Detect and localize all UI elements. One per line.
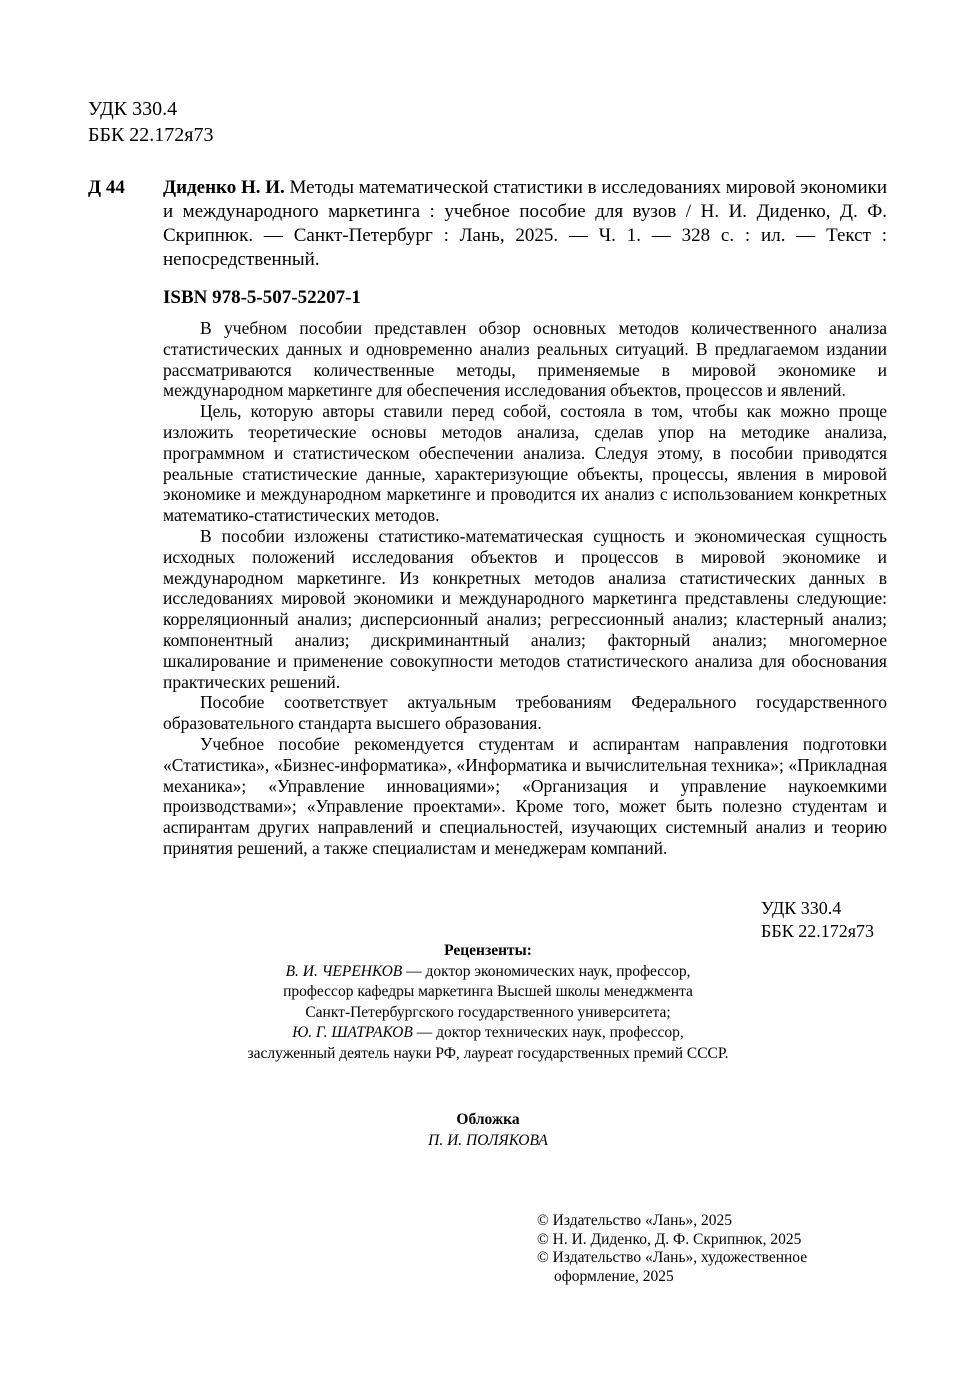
copyright-line: © Н. И. Диденко, Д. Ф. Скрипнюк, 2025 (537, 1230, 802, 1248)
author-cipher: Д 44 (88, 177, 125, 198)
copyright-block (537, 1212, 807, 1286)
cover-designer-name: П. И. ПОЛЯКОВА (428, 1131, 548, 1149)
classification-codes (88, 96, 214, 148)
bibliographic-record (163, 176, 887, 272)
isbn: ISBN 978-5-507-52207-1 (163, 287, 361, 308)
reviewer-2-name: Ю. Г. ШАТРАКОВ (292, 1024, 413, 1042)
abstract-paragraph: Цель, которую авторы ставили перед собой, состояла в том, чтобы как можно проще изложить теоретические основы методов анализа, сделав упор на методике анализа, программном и статистическом обеспечении анализа. Следуя этому, в пособии приводятся реальные статистические данные, характеризующие объекты, процессы, явления в мировой экономике и международном маркетинге и проводится их анализ с использованием конкретных математико-статистических методов. (163, 401, 887, 526)
cover-heading: Обложка (456, 1111, 520, 1128)
reviewer-1-position: профессор кафедры маркетинга Высшей школы менеджмента (283, 983, 693, 1001)
udk-code: УДК 330.4 (88, 98, 178, 120)
abstract-paragraph: В пособии изложены статистико-математическая сущность и экономическая сущность исходных положений исследования объектов и процессов в мировой экономике и международном маркетинге. Из конкретных методов анализа статистических данных в исследованиях мировой экономики и международного маркетинга представлены следующие: корреляционный анализ; дисперсионный анализ; регрессионный анализ; кластерный анализ; компонентный анализ; дискриминантный анализ; факторный анализ; многомерное шкалирование и применение совокупности методов статистического анализа для обоснования практических решений. (163, 525, 887, 692)
abstract-paragraph: Пособие соответствует актуальным требованиям Федерального государственного образовательного стандарта высшего образования. (163, 692, 887, 734)
reviewers-block (0, 941, 976, 1065)
bbk-code: ББК 22.172я73 (88, 124, 214, 146)
reviewer-1-credentials: — доктор экономических наук, профессор, (402, 962, 691, 980)
udk-code: УДК 330.4 (761, 898, 842, 918)
abstract (163, 318, 887, 859)
reviewers-heading: Рецензенты: (444, 942, 532, 959)
reviewer-1-name: В. И. ЧЕРЕНКОВ (285, 962, 403, 980)
abstract-paragraph: В учебном пособии представлен обзор основных методов количественного анализа статистических данных и одновременно анализ реальных ситуаций. В предлагаемом издании рассматриваются количественные методы, применяемые в мировой экономике и международном маркетинге для обеспечения исследования объектов, процессов и явлений. (163, 318, 887, 401)
author-name: Диденко Н. И. (163, 177, 285, 198)
reviewer-2 (0, 1023, 976, 1044)
reviewer-1 (0, 962, 976, 983)
copyright-line: © Издательство «Лань», 2025 (537, 1212, 733, 1229)
copyright-line: оформление, 2025 (554, 1267, 674, 1285)
reviewer-2-honors: заслуженный деятель науки РФ, лауреат государственных премий СССР. (247, 1044, 729, 1062)
classification-codes-repeat (761, 897, 874, 943)
abstract-paragraph: Учебное пособие рекомендуется студентам и аспирантам направления подготовки «Статистика», «Бизнес-информатика», «Информатика и вычислительная техника»; «Прикладная механика»; «Управление инновациями»; «Организация и управление наукоемкими производствами»; «Управление проектами». Кроме того, может быть полезно студентам и аспирантам других направлений и специальностей, изучающих системный анализ и теорию принятия решений, а также специалистам и менеджерам компаний. (163, 733, 887, 858)
bbk-code: ББК 22.172я73 (761, 921, 874, 941)
bibliographic-text: Методы математической статистики в исследованиях мировой экономики и международного маркетинга : учебное пособие для вузов / Н. И. Диденко, Д. Ф. Скрипнюк. — Санкт-Петербург : Лань, 2025. — Ч. 1. — 328 с. : ил. — Текст : непосредственный. (163, 177, 888, 270)
reviewer-2-credentials: — доктор технических наук, профессор, (412, 1024, 684, 1042)
reviewer-1-affiliation: Санкт-Петербургского государственного университета; (305, 1003, 671, 1021)
copyright-line: © Издательство «Лань», художественное (537, 1249, 808, 1267)
cover-credit (0, 1110, 976, 1151)
